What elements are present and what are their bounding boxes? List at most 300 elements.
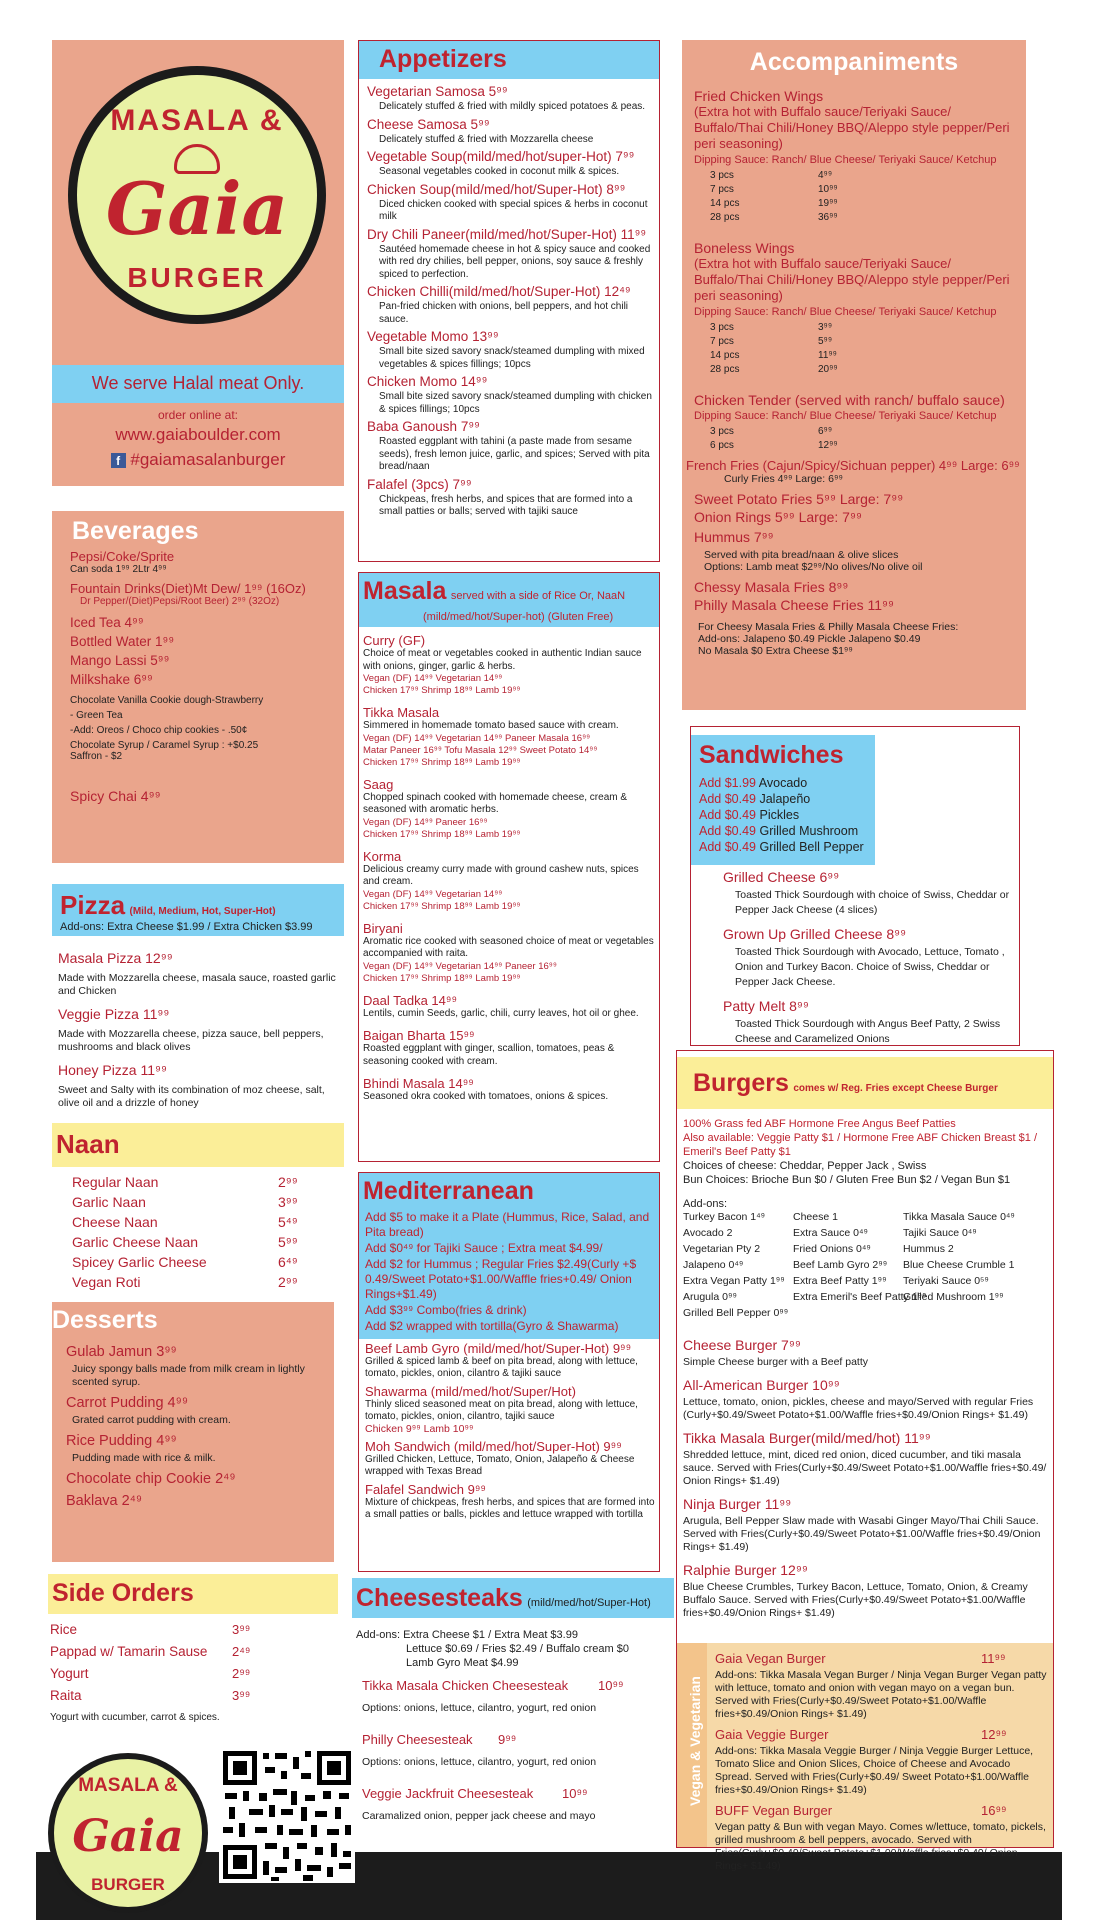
bottom-logo: MASALA & Gaia BURGER [48,1753,208,1913]
naan-name: Spicey Garlic Cheese [72,1254,207,1270]
naan-name: Cheese Naan [72,1214,158,1230]
sandwich-addon-name: Grilled Mushroom [759,824,859,838]
beverage-item: - Green Tea [70,710,123,721]
burger-addon: Vegetarian Pty 2 [683,1243,761,1255]
vegan-name: Gaia Veggie Burger [715,1727,829,1742]
cheesesteak-desc: Caramalized onion, pepper jack cheese and mayo [362,1810,596,1822]
burger-desc: Lettuce, tomato, onion, pickles, cheese and mayo/Served with regular Fries (Curly+$0.49/Sweet Potato+$1.00/Waffle fries+$0.49/Onion Rings+ $1.49) [683,1396,1034,1421]
masala-name: Saag [363,776,394,792]
sandwich-desc: Toasted Thick Sourdough with choice of Swiss, Cheddar or Pepper Jack Cheese (4 slices) [735,889,1010,916]
appetizer-name: Chicken Chilli(mild/med/hot/Super-Hot) 12⁴⁹ [367,284,631,299]
cheesesteak-addon: Lamb Gyro Meat $4.99 [406,1657,519,1669]
beverage-item: Milkshake 6⁹⁹ [70,672,153,687]
burger-addon: Blue Cheese Crumble 1 [903,1259,1015,1271]
burger-addon: Arugula 0⁹⁹ [683,1291,737,1303]
pcs-price: 12⁹⁹ [818,440,838,451]
vegan-row [715,1651,1049,1669]
masala-subtitle: (mild/med/hot/Super-hot) (Gluten Free) [423,611,614,623]
logo-text-top: MASALA & [110,104,284,137]
burger-addons [683,1211,1053,1323]
burger-name: Tikka Masala Burger(mild/med/hot) 11⁹⁹ [683,1430,931,1446]
masala-list [363,633,657,1104]
burger-list [683,1337,1051,1620]
naan-row [72,1194,334,1214]
mediterranean-title: Mediterranean [363,1177,534,1205]
vegan-price: 11⁹⁹ [981,1651,1006,1666]
pizza-item-name: Masala Pizza 12⁹⁹ [58,950,173,966]
appetizer-name: Chicken Soup(mild/med/hot/Super-Hot) 8⁹⁹ [367,181,626,197]
vegan-desc: Add-ons: Tikka Masala Veggie Burger / Ninja Veggie Burger Lettuce, Tomato Slice and Onion Slices, Choice of Cheese and Avocado Spread. Served with Fries(Curly+$0.49/ Sweet Potato+$1.00/Waffle fries+$0.49/Onion Rings+ $1.49) [715,1745,1034,1796]
sandwiches-title: Sandwiches [699,741,844,769]
burger-desc: Simple Cheese burger with a Beef patty [683,1356,869,1368]
pcs-label: 3 pcs [710,170,734,181]
side-price: 3⁹⁹ [232,1622,251,1637]
mediterranean-list [365,1341,657,1521]
sandwich-addon [699,807,879,823]
appetizer-name: Vegetable Momo 13⁹⁹ [367,329,499,344]
mediterranean-panel [358,1172,660,1572]
website-link[interactable]: www.gaiaboulder.com [115,425,281,444]
side-name: Raita [50,1688,82,1703]
sandwich-addon-price: Add $0.49 [699,808,756,822]
masala-price-line: Matar Paneer 16⁹⁹ Tofu Masala 12⁹⁹ Sweet Potato 14⁹⁹ [363,744,598,756]
beverage-item: Saffron - $2 [70,751,123,762]
mediterranean-desc: Grilled Chicken, Lettuce, Tomato, Onion, Jalapeño & Cheese wrapped with Texas Bread [365,1454,635,1477]
burger-desc: Blue Cheese Crumbles, Turkey Bacon, Lettuce, Tomato, Onion, & Creamy Buffalo Sauce. Served with Fries(Curly+$0.49/Sweet Potato+$1.00/Waffle fries+$0.49/Onion Rings+ $1.49) [683,1581,1028,1619]
logo-text-script: Gaia [105,166,289,251]
cheesesteak-desc: Options: onions, lettuce, cilantro, yogurt, red onion [362,1756,597,1768]
sandwich-addon-price: Add $1.99 [699,776,756,790]
masala-price-line: Vegan (DF) 14⁹⁹ Paneer 16⁹⁹ [363,816,488,828]
beverages-list [70,549,338,804]
sandwich-name: Patty Melt 8⁹⁹ [723,998,809,1014]
burger-name: All-American Burger 10⁹⁹ [683,1377,840,1393]
accompaniment-desc: (Extra hot with Buffalo sauce/Teriyaki Sauce/ Buffalo/Thai Chili/Honey BBQ/Aleppo style pepper/Peri peri seasoning) [694,104,1010,151]
masala-name: Baigan Bharta 15⁹⁹ [363,1028,475,1043]
vegan-desc: Vegan patty & Bun with vegan Mayo. Comes w/lettuce, tomato, pickels, grilled mushroom & bell peppers, avocado. Served with Fries(Curly+$0.49/Sweet Potato+$1.00/Waffle fries+$0.49/ Onion Rings+ $1.49) [715,1821,1046,1872]
naan-row [72,1174,334,1194]
accompaniment-line: Served with pita bread/naan & olive slices [704,549,899,561]
dessert-desc: Pudding made with rice & milk. [72,1452,216,1464]
masala-desc: Aromatic rice cooked with seasoned choice of meat or vegetables accompanied with raita. [363,935,654,959]
accompaniment-line: For Cheesy Masala Fries & Philly Masala Cheese Fries: [698,621,959,633]
dipping-sauce: Dipping Sauce: Ranch/ Blue Cheese/ Teriyaki Sauce/ Ketchup [694,410,997,422]
masala-desc: Choice of meat or vegetables cooked in authentic Indian sauce with onions, ginger, garlic & herbs. [363,648,642,672]
pizza-item-desc: Made with Mozzarella cheese, pizza sauce, bell peppers, mushrooms and black olives [58,1028,324,1053]
burger-intro-line: Also available: Veggie Patty $1 / Hormone Free ABF Chicken Breast $1 / Emeril's Beef Patty $1 [683,1132,1038,1158]
masala-price-line: Chicken 17⁹⁹ Shrimp 18⁹⁹ Lamb 19⁹⁹ [363,685,521,696]
pcs-row [694,426,1020,440]
cheesesteak-addons [356,1628,672,1670]
side-row [50,1622,300,1644]
burger-name: Cheese Burger 7⁹⁹ [683,1337,801,1353]
pcs-price: 10⁹⁹ [818,184,838,195]
burger-addon: Jalapeno 0⁴⁹ [683,1259,744,1271]
halal-text: We serve Halal meat Only. [91,373,305,393]
cheesesteak-row [362,1732,668,1750]
pizza-item-desc: Sweet and Salty with its combination of moz cheese, salt, olive oil and a drizzle of honey [58,1084,325,1109]
vegan-side-label: Vegan & Vegetarian [687,1676,703,1806]
pcs-row [694,184,1020,198]
naan-price: 3⁹⁹ [278,1194,298,1210]
cheesesteak-price: 9⁹⁹ [498,1732,517,1747]
masala-name: Korma [363,848,402,864]
pcs-label: 7 pcs [710,184,734,195]
accompaniment-line: Chessy Masala Fries 8⁹⁹ [694,579,849,595]
dipping-sauce: Dipping Sauce: Ranch/ Blue Cheese/ Teriyaki Sauce/ Ketchup [694,306,997,318]
vegan-desc: Add-ons: Tikka Masala Vegan Burger / Ninja Vegan Burger Vegan patty with lettuce, tomato and onion with vegan mayo on a vegan bun. Served with Fries(Curly+$0.49/Sweet Potato+$1.00/Waffle fries+$0.49/Onion Rings+ $1.49) [715,1669,1047,1720]
sandwich-addon-price: Add $0.49 [699,840,756,854]
pcs-price: 36⁹⁹ [818,212,838,223]
masala-desc: Simmered in homemade tomato based sauce with cream. [363,720,619,731]
sandwich-addon-price: Add $0.49 [699,792,756,806]
burger-addon: Tajiki Sauce 0⁴⁹ [903,1227,977,1239]
naan-name: Garlic Cheese Naan [72,1234,199,1250]
logo [68,66,326,324]
burger-addon: Teriyaki Sauce 0⁵⁹ [903,1275,989,1287]
burger-desc: Arugula, Bell Pepper Slaw made with Wasabi Ginger Mayo/Thai Chili Sauce. Served with Fries(Curly+$0.49/Sweet Potato+$1.00/Waffle fries+$0.49/Onion Rings+ $1.49) [683,1515,1041,1553]
appetizer-desc: Pan-fried chicken with onions, bell peppers, and hot chili sauce. [379,301,629,325]
sandwich-name: Grown Up Grilled Cheese 8⁹⁹ [723,926,907,942]
burger-intro [683,1117,1049,1187]
pizza-item-desc: Made with Mozzarella cheese, masala sauce, roasted garlic and Chicken [58,972,336,997]
mediterranean-name: Falafel Sandwich 9⁹⁹ [365,1482,486,1497]
masala-name: Biryani [363,920,403,936]
burger-addon: Beef Lamb Gyro 2⁹⁹ [793,1259,888,1271]
mediterranean-name: Shawarma (mild/med/hot/Super/Hot) [365,1384,576,1399]
pizza-addons: Add-ons: Extra Cheese $1.99 / Extra Chicken $3.99 [60,921,313,933]
mediterranean-addon: Add $2 for Hummus ; Regular Fries $2.49(Curly +$ 0.49/Sweet Potato+$1.00/Waffle fries+0.49/ Onion Rings+$1.49) [365,1257,637,1301]
side-list [50,1622,300,1723]
side-orders-panel [48,1574,338,1734]
mediterranean-desc: Mixture of chickpeas, fresh herbs, and spices that are formed into a small patties or balls, pickles and lettuce wrapped with tortilla [365,1497,655,1520]
masala-desc: Seasoned okra cooked with tomatoes, onions & spices. [363,1091,609,1102]
pcs-price: 6⁹⁹ [818,426,833,437]
pcs-row [694,364,1020,378]
pcs-row [694,170,1020,184]
sandwich-addon-price: Add $0.49 [699,824,756,838]
sandwich-addon-name: Grilled Bell Pepper [759,840,864,854]
accompaniment-line: Sweet Potato Fries 5⁹⁹ Large: 7⁹⁹ [694,491,904,507]
appetizers-panel [358,40,660,562]
pcs-row [694,350,1020,364]
cheesesteaks-title: Cheesesteaks (mild/med/hot/Super-Hot) [356,1584,651,1612]
side-price: 2⁹⁹ [232,1666,251,1681]
side-name: Pappad w/ Tamarin Sause [50,1644,208,1659]
side-price: 2⁴⁹ [232,1644,251,1659]
pcs-label: 7 pcs [710,336,734,347]
pcs-label: 14 pcs [710,350,740,361]
vegan-row [715,1727,1049,1745]
sandwich-list [723,869,1017,1047]
appetizer-desc: Diced chicken cooked with special spices & herbs in coconut milk [379,198,648,222]
burger-name: Ninja Burger 11⁹⁹ [683,1496,792,1512]
appetizer-name: Chicken Momo 14⁹⁹ [367,374,488,389]
masala-title: Masala served with a side of Rice Or, NaaN [363,577,626,605]
masala-desc: Chopped spinach cooked with homemade cheese, cream & seasoned with aromatic herbs. [363,791,628,815]
accompaniment-name: Chicken Tender (served with ranch/ buffalo sauce) [694,392,1005,408]
masala-price-line: Vegan (DF) 14⁹⁹ Vegetarian 14⁹⁹ [363,888,503,900]
burger-addon: Fried Onions 0⁴⁹ [793,1243,871,1255]
vegan-price: 16⁹⁹ [981,1803,1007,1818]
naan-row [72,1274,334,1294]
naan-price: 6⁴⁹ [278,1254,298,1270]
cheesesteak-list [362,1678,668,1822]
sandwich-addon-name: Pickles [759,808,800,822]
burger-addon: Cheese 1 [793,1211,838,1223]
burger-addon: Extra Vegan Patty 1⁹⁹ [683,1275,785,1287]
burgers-panel [676,1050,1054,1872]
naan-title: Naan [56,1129,120,1159]
pcs-price: 5⁹⁹ [818,336,833,347]
naan-row [72,1234,334,1254]
masala-price-line: Vegan (DF) 14⁹⁹ Vegetarian 14⁹⁹ Paneer Masala 16⁹⁹ [363,732,591,744]
burger-addon-row [683,1211,1053,1227]
mediterranean-addon: Add $5 to make it a Plate (Hummus, Rice, Salad, and Pita bread) [365,1210,650,1239]
accompaniment-line: Add-ons: Jalapeno $0.49 Pickle Jalapeno $0.49 [698,633,921,645]
burger-addon-row [683,1291,1053,1307]
masala-name: Daal Tadka 14⁹⁹ [363,992,458,1008]
appetizer-desc: Delicately stuffed & fried with mildly spiced potatoes & peas. [379,101,646,112]
burger-addon: Grilled Mushroom 1⁹⁹ [903,1291,1004,1303]
burger-intro-line: Bun Choices: Brioche Bun $0 / Gluten Free Bun $2 / Vegan Bun $1 [683,1174,1011,1186]
sandwich-name: Grilled Cheese 6⁹⁹ [723,869,840,885]
accompaniment-line: No Masala $0 Extra Cheese $1⁹⁹ [698,645,853,657]
side-orders-title: Side Orders [52,1579,194,1607]
social-handle[interactable]: f #gaiamasalanburger [52,450,344,470]
appetizer-name: Vegetable Soup(mild/med/hot/super-Hot) 7⁹⁹ [367,149,635,164]
vegan-list [715,1651,1049,1873]
sandwiches-panel [690,726,1020,1046]
pcs-price: 19⁹⁹ [818,198,838,209]
mediterranean-addon: Add $3⁹⁹ Combo(fries & drink) [365,1303,527,1317]
cheesesteak-addon: Lettuce $0.69 / Fries $2.49 / Buffalo cream $0 [406,1643,629,1655]
dessert-name: Carrot Pudding 4⁹⁹ [66,1395,189,1411]
side-row [50,1666,300,1688]
burger-addon-row [683,1227,1053,1243]
accompaniment-line: Options: Lamb meat $2⁹⁹/No olives/No olive oil [704,561,923,573]
sandwich-addon [699,775,879,791]
dipping-sauce: Dipping Sauce: Ranch/ Blue Cheese/ Teriyaki Sauce/ Ketchup [694,154,997,166]
naan-price: 5⁴⁹ [278,1214,298,1230]
beverages-title: Beverages [72,517,199,545]
naan-price: 2⁹⁹ [278,1174,298,1190]
mediterranean-name: Beef Lamb Gyro (mild/med/hot/Super-Hot) 9⁹⁹ [365,1341,632,1356]
burger-name: Ralphie Burger 12⁹⁹ [683,1562,808,1578]
beverage-item: Chocolate Vanilla Cookie dough-Strawberry [70,695,264,706]
mediterranean-desc: Grilled & spiced lamb & beef on pita bread, along with lettuce, tomato, pickles, onion, cilantro & tajiki sauce [365,1356,638,1379]
masala-price-line: Chicken 17⁹⁹ Shrimp 18⁹⁹ Lamb 19⁹⁹ [363,828,521,840]
dessert-list [66,1344,328,1509]
pizza-title: Pizza (Mild, Medium, Hot, Super-Hot) [60,890,276,920]
cheesesteak-price: 10⁹⁹ [598,1678,624,1693]
pcs-label: 6 pcs [710,440,734,451]
beverage-item: Can soda 1⁹⁹ 2Ltr 4⁹⁹ [70,564,167,575]
burger-addon: Turkey Bacon 1⁴⁹ [683,1211,766,1223]
side-row [50,1644,300,1666]
naan-row [72,1254,334,1274]
sandwich-addons [699,775,879,855]
pizza-panel [52,884,344,1120]
appetizer-desc: Chickpeas, fresh herbs, and spices that are formed into a small patties or balls; served with tajiki sauce [379,493,633,517]
pcs-label: 3 pcs [710,322,734,333]
dessert-name: Chocolate chip Cookie 2⁴⁹ [66,1471,236,1487]
pcs-row [694,322,1020,336]
appetizer-name: Baba Ganoush 7⁹⁹ [367,419,480,434]
sandwich-desc: Toasted Thick Sourdough with Avocado, Lettuce, Tomato , Onion and Turkey Bacon. Choice of Swiss, Cheddar or Pepper Jack Cheese. [735,946,1005,988]
masala-price-line: Chicken 17⁹⁹ Shrimp 18⁹⁹ Lamb 19⁹⁹ [363,756,521,768]
appetizer-name: Falafel (3pcs) 7⁹⁹ [367,476,472,492]
burger-addon: Hummus 2 [903,1243,954,1255]
beverage-item: Iced Tea 4⁹⁹ [70,615,144,630]
burger-addon: Extra Emeril's Beef Patty 1⁹⁹ [793,1291,927,1303]
burger-addons-title: Add-ons: [683,1198,728,1210]
pizza-item-name: Veggie Pizza 11⁹⁹ [58,1006,170,1022]
burgers-title: Burgers comes w/ Reg. Fries except Cheese Burger [693,1069,998,1097]
cheesesteak-row [362,1786,668,1804]
desserts-panel [52,1302,334,1562]
dessert-name: Rice Pudding 4⁹⁹ [66,1433,177,1449]
vegan-name: Gaia Vegan Burger [715,1651,826,1666]
appetizer-desc: Small bite sized savory snack/steamed dumpling with chicken & spices fillings; 10pcs [379,391,652,415]
cheesesteaks-panel [352,1578,674,1850]
pcs-price: 20⁹⁹ [818,364,838,375]
accompaniment-line: Philly Masala Cheese Fries 11⁹⁹ [694,597,895,613]
pcs-price: 3⁹⁹ [818,322,833,333]
masala-price-line: Chicken 17⁹⁹ Shrimp 18⁹⁹ Lamb 19⁹⁹ [363,900,521,912]
pcs-row [694,212,1020,226]
mediterranean-desc: Thinly sliced seasoned meat on pita bread, along with lettuce, tomato, pickles, onion, cilantro, tajiki sauce [365,1399,638,1422]
pcs-row [694,440,1020,454]
sandwich-addon [699,839,879,855]
sandwich-addon-name: Jalapeño [759,792,811,806]
naan-row [72,1214,334,1234]
qr-code[interactable] [219,1747,355,1883]
order-online-label: order online at: [157,408,239,422]
cheesesteak-price: 10⁹⁹ [562,1786,588,1801]
masala-price-line: Vegan (DF) 14⁹⁹ Vegetarian 14⁹⁹ Paneer 16⁹⁹ [363,960,557,972]
accompaniment-line: Onion Rings 5⁹⁹ Large: 7⁹⁹ [694,509,862,525]
accompaniments-list [686,88,1020,657]
naan-name: Vegan Roti [72,1274,141,1290]
logo-text-bottom: BURGER [127,262,267,293]
beverages-panel [52,511,344,863]
masala-panel [358,572,660,1162]
side-name: Rice [50,1622,78,1637]
burger-addon: Grilled Bell Pepper 0⁹⁹ [683,1307,789,1319]
appetizer-name: Vegetarian Samosa 5⁹⁹ [367,84,508,99]
facebook-icon: f [111,453,126,468]
burger-addon-row [683,1259,1053,1275]
beverage-item: -Add: Oreos / Choco chip cookies - .50¢ [70,725,248,736]
masala-price-line: Chicken 17⁹⁹ Shrimp 18⁹⁹ Lamb 19⁹⁹ [363,972,521,984]
sandwich-addon [699,791,879,807]
masala-desc: Delicious creamy curry made with ground cashew nuts, spices and cream. [363,863,639,887]
mediterranean-addons [365,1210,655,1335]
masala-name: Bhindi Masala 14⁹⁹ [363,1076,474,1091]
pcs-label: 3 pcs [710,426,734,437]
dessert-desc: Grated carrot pudding with cream. [72,1414,231,1426]
appetizer-desc: Small bite sized savory snack/steamed dumpling with mixed vegetables & spices fillings; 10pcs [379,346,645,370]
naan-name: Garlic Naan [72,1194,146,1210]
masala-desc: Lentils, cumin Seeds, garlic, chili, curry leaves, hot oil or ghee. [363,1007,639,1019]
dessert-name: Gulab Jamun 3⁹⁹ [66,1344,177,1360]
logo-panel [52,40,344,486]
side-row [50,1688,300,1710]
cheesesteak-name: Philly Cheesesteak [362,1732,473,1747]
mediterranean-price: Chicken 9⁹⁹ Lamb 10⁹⁹ [365,1423,474,1435]
burger-intro-line: 100% Grass fed ABF Hormone Free Angus Beef Patties [683,1118,956,1130]
burger-addon: Extra Beef Patty 1⁹⁹ [793,1275,887,1287]
accompaniment-desc: (Extra hot with Buffalo sauce/Teriyaki Sauce/ Buffalo/Thai Chili/Honey BBQ/Aleppo style pepper/Peri peri seasoning) [694,256,1010,303]
pcs-label: 28 pcs [710,212,740,223]
dessert-name: Baklava 2⁴⁹ [66,1493,143,1509]
appetizer-desc: Sautéed homemade cheese in hot & spicy sauce and cooked with red dry chilies, bell pepper, onions, soy sauce & freshly spiced to perfection. [379,243,651,280]
accompaniment-name: Boneless Wings [694,240,795,256]
side-name: Yogurt [50,1666,89,1681]
appetizer-desc: Roasted eggplant with tahini (a paste made from sesame seeds), fresh lemon juice, garlic, and spices; Served with pita bread/naan [379,436,650,472]
pcs-price: 4⁹⁹ [818,170,833,181]
accompaniment-line: Hummus 7⁹⁹ [694,529,774,545]
pcs-label: 14 pcs [710,198,740,209]
beverage-item: Spicy Chai 4⁹⁹ [70,788,161,804]
naan-name: Regular Naan [72,1174,159,1190]
burger-addon: Avocado 2 [683,1227,733,1239]
masala-price-line: Vegan (DF) 14⁹⁹ Vegetarian 14⁹⁹ [363,673,503,684]
cheesesteak-name: Veggie Jackfruit Cheesesteak [362,1786,534,1801]
masala-name: Tikka Masala [363,705,440,720]
burger-addon: Extra Sauce 0⁴⁹ [793,1227,868,1239]
mediterranean-addon: Add $0⁴⁹ for Tajiki Sauce ; Extra meat $4.99/ [365,1241,603,1255]
pcs-price: 11⁹⁹ [818,350,837,361]
burger-addon-row [683,1275,1053,1291]
sandwich-desc: Toasted Thick Sourdough with Angus Beef Patty, 2 Swiss Cheese and Caramelized Onions [735,1018,1001,1045]
sandwich-addon-name: Avocado [758,776,808,790]
accompaniment-name: Fried Chicken Wings [694,88,824,104]
beverage-item: Pepsi/Coke/Sprite [70,549,175,564]
beverage-item: Chocolate Syrup / Caramel Syrup : +$0.25 [70,740,259,751]
beverage-item: Mango Lassi 5⁹⁹ [70,653,170,668]
pcs-label: 28 pcs [710,364,740,375]
appetizers-title: Appetizers [379,45,507,73]
mediterranean-addon: Add $2 wrapped with tortilla(Gyro & Shawarma) [365,1319,619,1333]
accompaniments-panel [682,40,1026,710]
burger-addon-row [683,1243,1053,1259]
accompaniments-title: Accompaniments [749,48,959,76]
beverage-item: Dr Pepper/(Diet)Pepsi/Root Beer) 2⁹⁹ (32Oz) [80,596,280,607]
vegan-price: 12⁹⁹ [981,1727,1007,1742]
beverage-item: Bottled Water 1⁹⁹ [70,634,175,649]
burger-desc: Shredded lettuce, mint, diced red onion, diced cucumber, and tiki masala sauce. Served with Fries(Curly+$0.49/Sweet Potato+$1.00/Waffle fries+$0.49/ Onion Rings+ $1.49) [683,1449,1047,1487]
cheesesteak-row [362,1678,668,1696]
pizza-list [58,942,340,1110]
burger-intro-line: Choices of cheese: Cheddar, Pepper Jack , Swiss [683,1160,927,1172]
vegan-name: BUFF Vegan Burger [715,1803,833,1818]
pizza-item-name: Honey Pizza 11⁹⁹ [58,1062,168,1078]
masala-desc: Roasted eggplant with ginger, scallion, tomatoes, peas & seasoning cooked with cream. [363,1043,615,1067]
naan-panel [52,1123,344,1303]
desserts-title: Desserts [52,1306,158,1334]
appetizer-desc: Seasonal vegetables cooked in coconut milk & spices. [379,166,620,177]
side-note: Yogurt with cucumber, carrot & spices. [50,1712,220,1723]
cheesesteak-desc: Options: onions, lettuce, cilantro, yogurt, red onion [362,1702,597,1714]
pcs-row [694,336,1020,350]
accompaniment-line: Curly Fries 4⁹⁹ Large: 6⁹⁹ [724,473,843,485]
vegan-row [715,1803,1049,1821]
burger-addon: Tikka Masala Sauce 0⁴⁹ [903,1211,1015,1223]
beverage-item: Fountain Drinks(Diet)Mt Dew/ 1⁹⁹ (16Oz) [70,581,306,596]
cheesesteak-addon: Add-ons: Extra Cheese $1 / Extra Meat $3.99 [356,1629,578,1641]
